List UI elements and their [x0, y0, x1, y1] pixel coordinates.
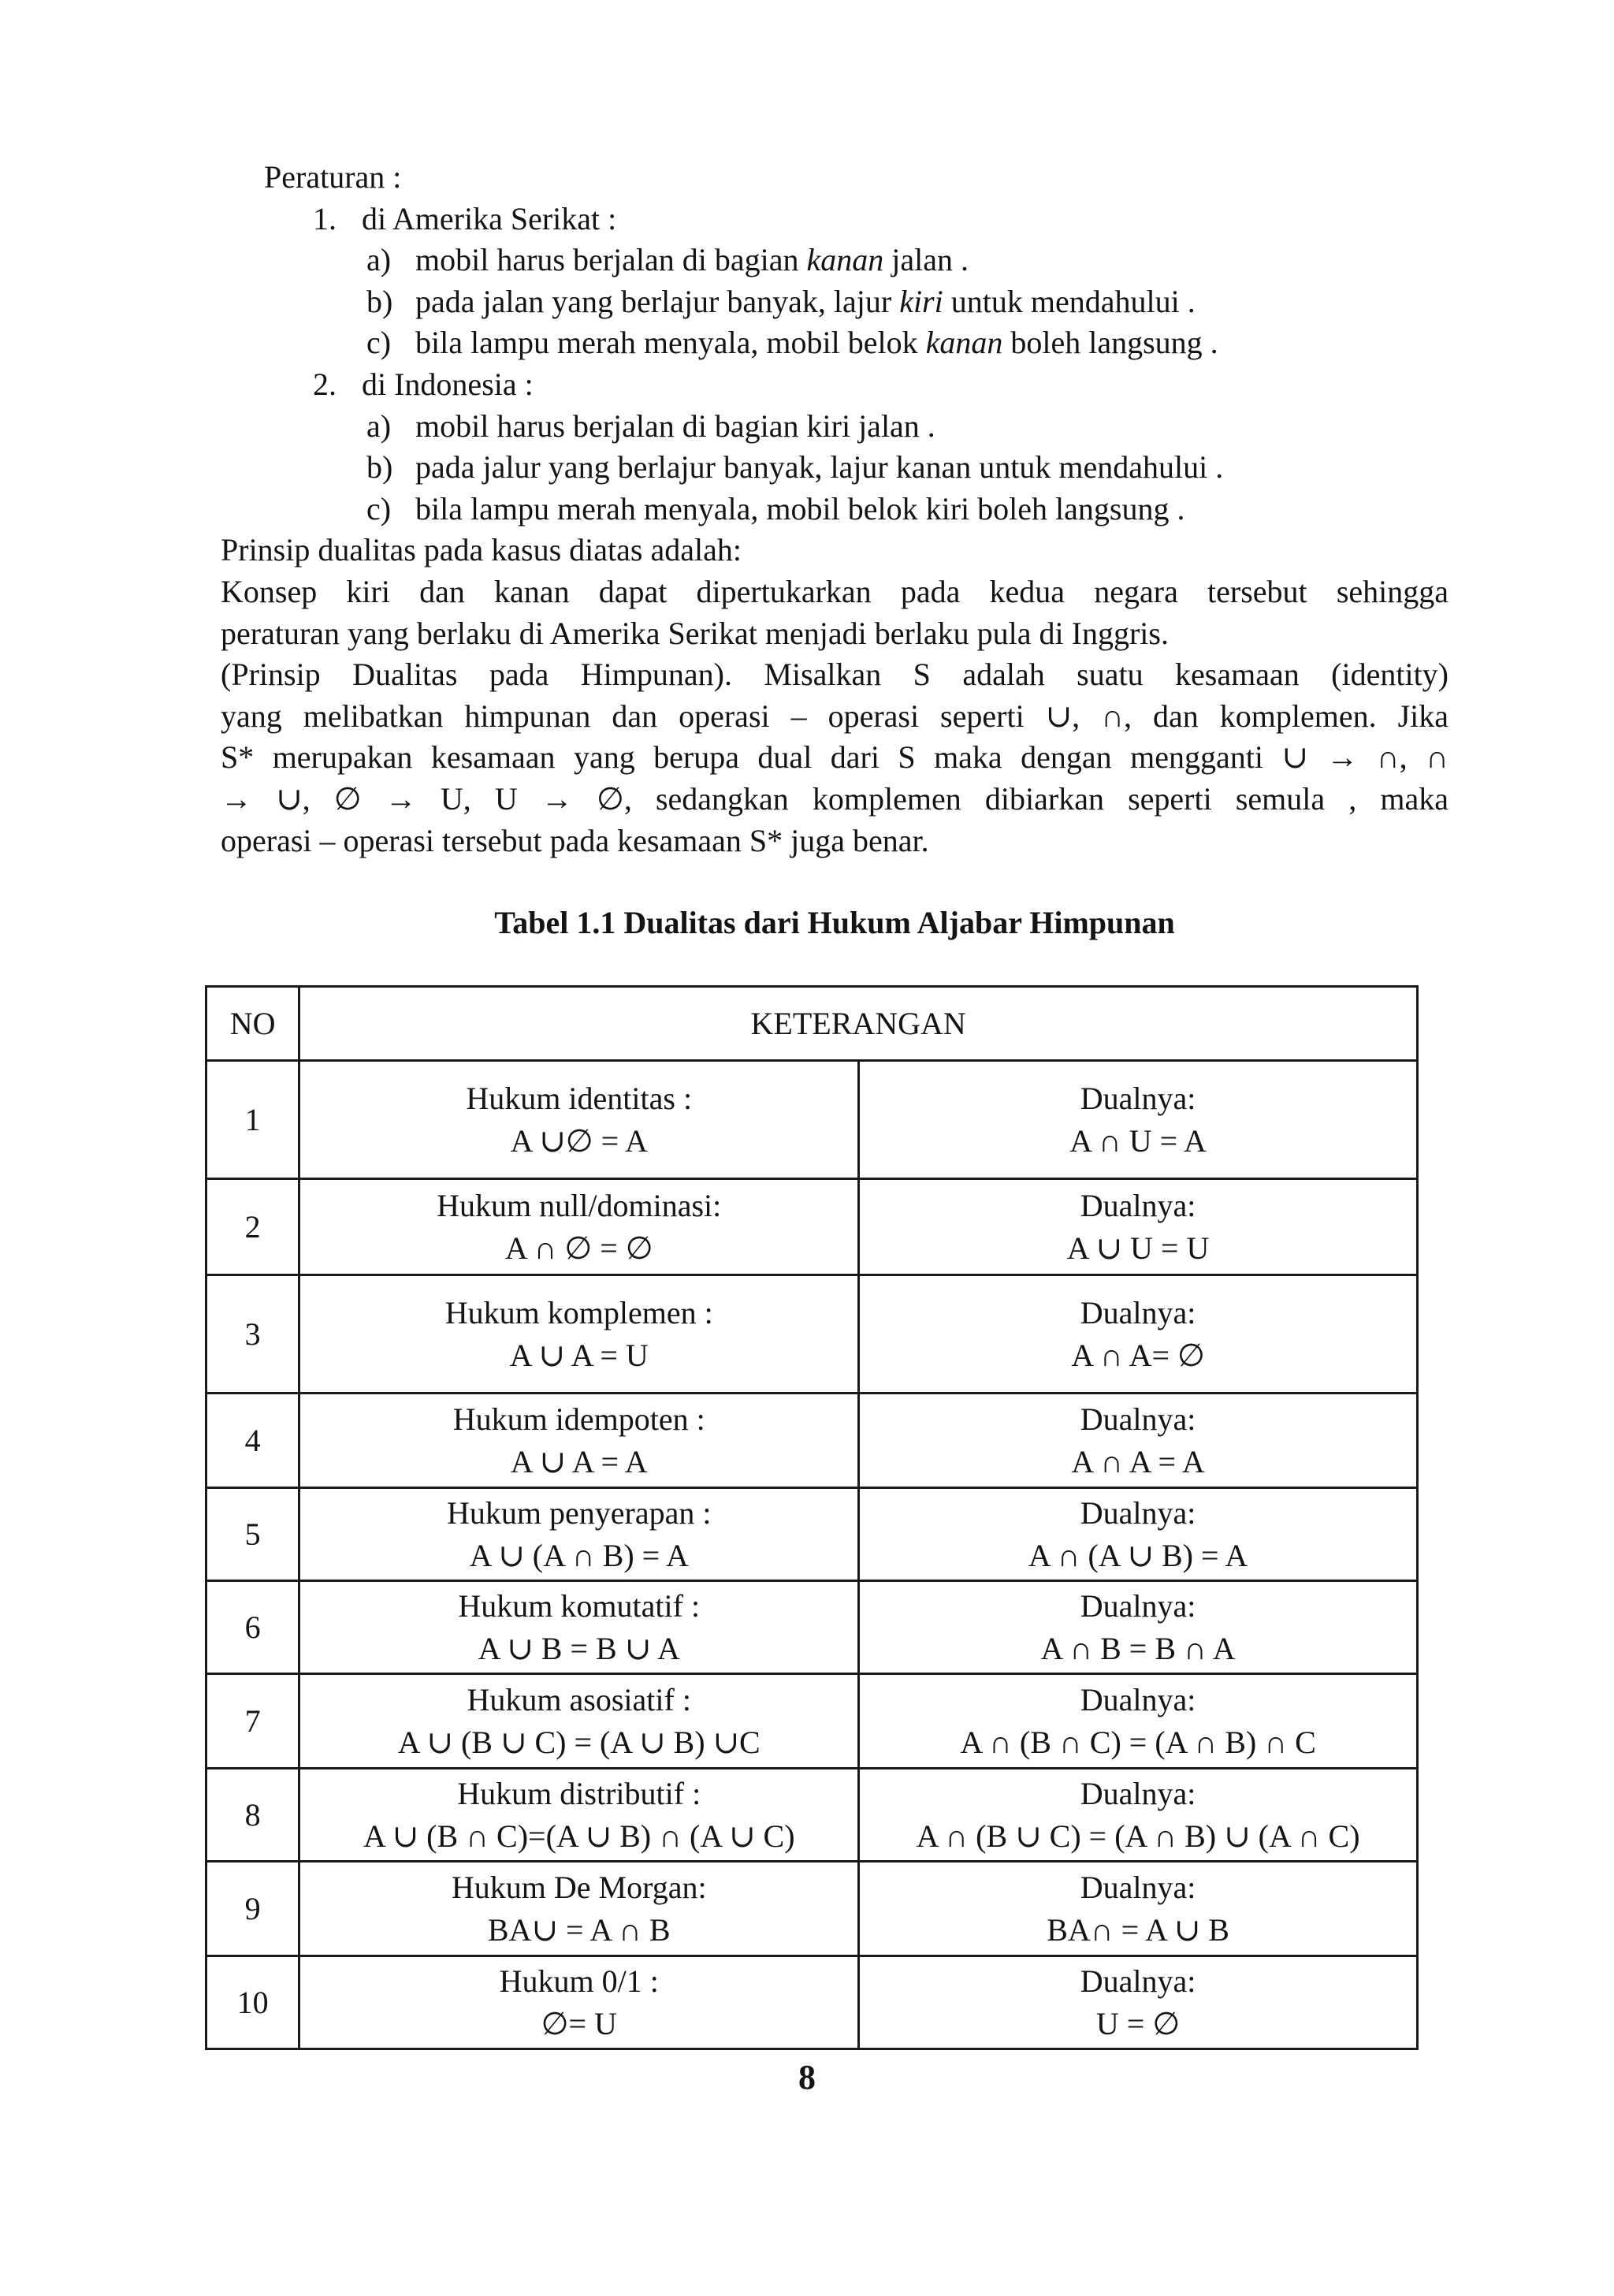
row-number: 7 [206, 1674, 299, 1769]
dual-label: Dualnya: [1080, 1775, 1196, 1811]
table-row [206, 1179, 1418, 1275]
table-row [206, 1394, 1418, 1488]
duality-intro: Prinsip dualitas pada kasus diatas adalah: [221, 532, 742, 568]
principle-line: (Prinsip Dualitas pada Himpunan). Misalkan S adalah suatu kesamaan (identity) [221, 657, 1449, 693]
law-cell [299, 1275, 859, 1394]
dual-cell [859, 1394, 1418, 1488]
principle-line: yang melibatkan himpunan dan operasi – operasi seperti ∪, ∩, dan komplemen. Jika [221, 698, 1449, 734]
rule-item [221, 406, 1449, 448]
law-expression: A ∪ A = A [510, 1443, 648, 1479]
item-text-before: bila lampu merah menyala, mobil belok [415, 325, 926, 361]
law-expression: A ∪ (B ∪ C) = (A ∪ B) ∪C [397, 1724, 761, 1760]
table-row [206, 1956, 1418, 2049]
rule-section-title [221, 364, 1449, 406]
law-cell [299, 1179, 859, 1275]
table-row [206, 1769, 1418, 1862]
table-row [206, 1862, 1418, 1956]
section-number: 2. [313, 366, 337, 402]
dual-expression: A ∩ B = B ∩ A [1040, 1630, 1236, 1666]
item-letter: a) [366, 407, 392, 444]
principle-line: operasi – operasi tersebut pada kesamaan S* juga benar. [221, 822, 929, 858]
item-letter: c) [366, 490, 392, 527]
dual-cell [859, 1179, 1418, 1275]
dual-label: Dualnya: [1080, 1401, 1196, 1437]
table-caption: Tabel 1.1 Dualitas dari Hukum Aljabar Himpunan [494, 905, 1175, 940]
law-name: Hukum 0/1 : [499, 1963, 659, 1999]
law-cell [299, 1769, 859, 1862]
law-name: Hukum De Morgan: [451, 1869, 707, 1905]
dual-cell [859, 1674, 1418, 1769]
dual-label: Dualnya: [1080, 1587, 1196, 1624]
dual-cell [859, 1275, 1418, 1394]
law-name: Hukum komutatif : [458, 1587, 701, 1624]
law-cell [299, 1674, 859, 1769]
item-text-before: mobil harus berjalan di bagian [415, 242, 807, 278]
item-text-after: jalan . [883, 242, 969, 278]
dual-label: Dualnya: [1080, 1681, 1196, 1717]
item-letter: a) [366, 242, 392, 278]
item-text-after: untuk mendahului . [943, 283, 1196, 319]
law-cell [299, 1581, 859, 1674]
row-number: 4 [206, 1394, 299, 1488]
duality-table [205, 985, 1419, 2050]
dual-cell [859, 1061, 1418, 1179]
dual-label: Dualnya: [1080, 1187, 1196, 1223]
dual-cell [859, 1769, 1418, 1862]
item-text-emphasis: kiri [899, 283, 943, 319]
rule-item [221, 489, 1449, 530]
header-keterangan: KETERANGAN [299, 987, 1418, 1061]
rule-item [221, 281, 1449, 323]
header-no: NO [206, 987, 299, 1061]
dual-expression: A ∩ U = A [1069, 1122, 1207, 1159]
row-number: 5 [206, 1488, 299, 1581]
item-text: pada jalur yang berlajur banyak, lajur kanan untuk mendahului . [415, 449, 1224, 486]
law-cell [299, 1394, 859, 1488]
dual-cell [859, 1862, 1418, 1956]
row-number: 6 [206, 1581, 299, 1674]
table-row [206, 1061, 1418, 1179]
table-header-row [206, 987, 1418, 1061]
table-row [206, 1275, 1418, 1394]
dual-expression: A ∩ (B ∪ C) = (A ∩ B) ∪ (A ∩ C) [916, 1818, 1360, 1854]
law-cell [299, 1862, 859, 1956]
dual-expression: A ∩ A = A [1071, 1443, 1205, 1479]
law-expression: A ∪ (B ∩ C)=(A ∪ B) ∩ (A ∪ C) [363, 1818, 795, 1854]
item-letter: b) [366, 283, 393, 319]
dual-cell [859, 1956, 1418, 2049]
body-text [221, 157, 1449, 861]
rule-item [221, 322, 1449, 364]
item-text-emphasis: kanan [925, 325, 1003, 361]
dual-expression: A ∩ A= ∅ [1071, 1337, 1205, 1373]
table-row [206, 1674, 1418, 1769]
dual-expression: A ∩ (B ∩ C) = (A ∩ B) ∩ C [960, 1724, 1316, 1760]
law-cell [299, 1956, 859, 2049]
law-name: Hukum null/dominasi: [437, 1187, 722, 1223]
row-number: 9 [206, 1862, 299, 1956]
page-number: 8 [798, 2058, 816, 2097]
rule-section-title [221, 199, 1449, 240]
duality-paragraph-line: peraturan yang berlaku di Amerika Serikat menjadi berlaku pula di Inggris. [221, 615, 1169, 651]
table-row [206, 1488, 1418, 1581]
row-number: 10 [206, 1956, 299, 2049]
item-text: bila lampu merah menyala, mobil belok kiri boleh langsung . [415, 490, 1185, 527]
item-text-before: pada jalan yang berlajur banyak, lajur [415, 283, 900, 319]
item-text-emphasis: kanan [806, 242, 884, 278]
rule-item [221, 240, 1449, 281]
law-name: Hukum asosiatif : [467, 1681, 691, 1717]
rules-heading: Peraturan : [264, 159, 402, 195]
rule-item [221, 447, 1449, 489]
duality-paragraph-line: Konsep kiri dan kanan dapat dipertukarkan pada kedua negara tersebut sehingga [221, 573, 1449, 609]
law-expression: A ∪ B = B ∪ A [478, 1630, 680, 1666]
dual-cell [859, 1581, 1418, 1674]
dual-expression: A ∪ U = U [1066, 1230, 1210, 1266]
law-expression: A ∪ A = U [509, 1337, 649, 1373]
dual-label: Dualnya: [1080, 1963, 1196, 1999]
row-number: 3 [206, 1275, 299, 1394]
dual-label: Dualnya: [1080, 1294, 1196, 1330]
law-name: Hukum identitas : [466, 1080, 693, 1116]
item-letter: c) [366, 325, 392, 361]
section-title: di Amerika Serikat : [362, 200, 617, 236]
law-expression: A ∪∅ = A [510, 1122, 648, 1159]
law-cell [299, 1488, 859, 1581]
dual-label: Dualnya: [1080, 1080, 1196, 1116]
section-title: di Indonesia : [362, 366, 534, 402]
law-cell [299, 1061, 859, 1179]
law-expression: BA∪ = A ∩ B [487, 1911, 671, 1948]
section-number: 1. [313, 200, 337, 236]
dual-label: Dualnya: [1080, 1869, 1196, 1905]
dual-expression: BA∩ = A ∪ B [1047, 1911, 1229, 1948]
item-letter: b) [366, 449, 393, 486]
row-number: 2 [206, 1179, 299, 1275]
law-name: Hukum distributif : [457, 1775, 701, 1811]
dual-label: Dualnya: [1080, 1494, 1196, 1531]
table-row [206, 1581, 1418, 1674]
dual-cell [859, 1488, 1418, 1581]
item-text-after: boleh langsung . [1002, 325, 1218, 361]
law-name: Hukum idempoten : [452, 1401, 705, 1437]
dual-expression: U = ∅ [1095, 2005, 1181, 2041]
law-expression: ∅= U [541, 2005, 617, 2041]
item-text: mobil harus berjalan di bagian kiri jalan . [415, 407, 935, 444]
principle-line: S* merupakan kesamaan yang berupa dual dari S maka dengan mengganti ∪ → ∩, ∩ [221, 739, 1449, 776]
law-expression: A ∪ (A ∩ B) = A [469, 1537, 689, 1573]
law-name: Hukum komplemen : [444, 1294, 713, 1330]
principle-line: → ∪, ∅ → U, U → ∅, sedangkan komplemen dibiarkan seperti semula , maka [221, 780, 1449, 817]
law-name: Hukum penyerapan : [447, 1494, 712, 1531]
row-number: 8 [206, 1769, 299, 1862]
row-number: 1 [206, 1061, 299, 1179]
dual-expression: A ∩ (A ∪ B) = A [1028, 1537, 1248, 1573]
law-expression: A ∩ ∅ = ∅ [504, 1230, 653, 1266]
